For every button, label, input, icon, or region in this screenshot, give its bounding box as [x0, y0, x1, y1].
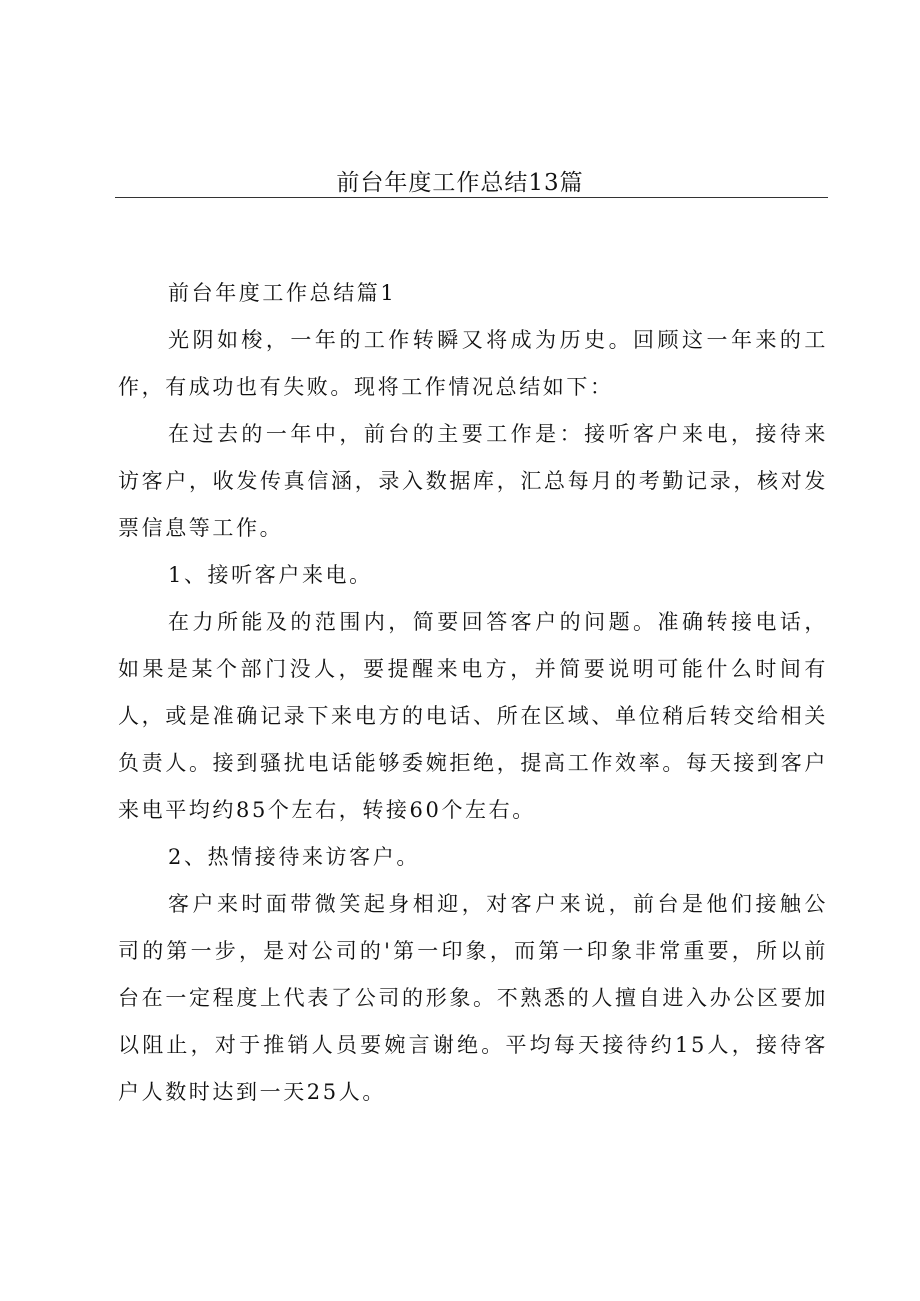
paragraph-reception: 客户来时面带微笑起身相迎，对客户来说，前台是他们接触公司的第一步，是对公司的'第一印象，而第一印象非常重要，所以前台在一定程度上代表了公司的形象。不熟悉的人擅自进入办公区要加以阻止，对于推销人员要婉言谢绝。平均每天接待约15人，接待客户人数时达到一天25人。 — [118, 892, 828, 1104]
paragraph-phone-calls: 在力所能及的范围内，简要回答客户的问题。准确转接电话，如果是某个部门没人，要提醒来电方，并简要说明可能什么时间有人，或是准确记录下来电方的电话、所在区域、单位稍后转交给相关负责人。接到骚扰电话能够委婉拒绝，提高工作效率。每天接到客户来电平均约85个左右，转接60个左右。 — [118, 610, 828, 822]
list-item-heading-1: 1、接听客户来电。 — [168, 563, 373, 587]
list-item-heading-2: 2、热情接待来访客户。 — [168, 845, 420, 869]
document-body — [118, 270, 828, 1116]
paragraph-main-duties: 在过去的一年中，前台的主要工作是：接听客户来电，接待来访客户，收发传真信涵，录入数据库，汇总每月的考勤记录，核对发票信息等工作。 — [118, 422, 828, 540]
title-underline — [115, 197, 828, 198]
section-heading: 前台年度工作总结篇1 — [168, 281, 397, 305]
document-title: 前台年度工作总结13篇 — [336, 170, 584, 196]
paragraph-intro: 光阴如梭，一年的工作转瞬又将成为历史。回顾这一年来的工作，有成功也有失败。现将工作情况总结如下： — [118, 328, 828, 399]
